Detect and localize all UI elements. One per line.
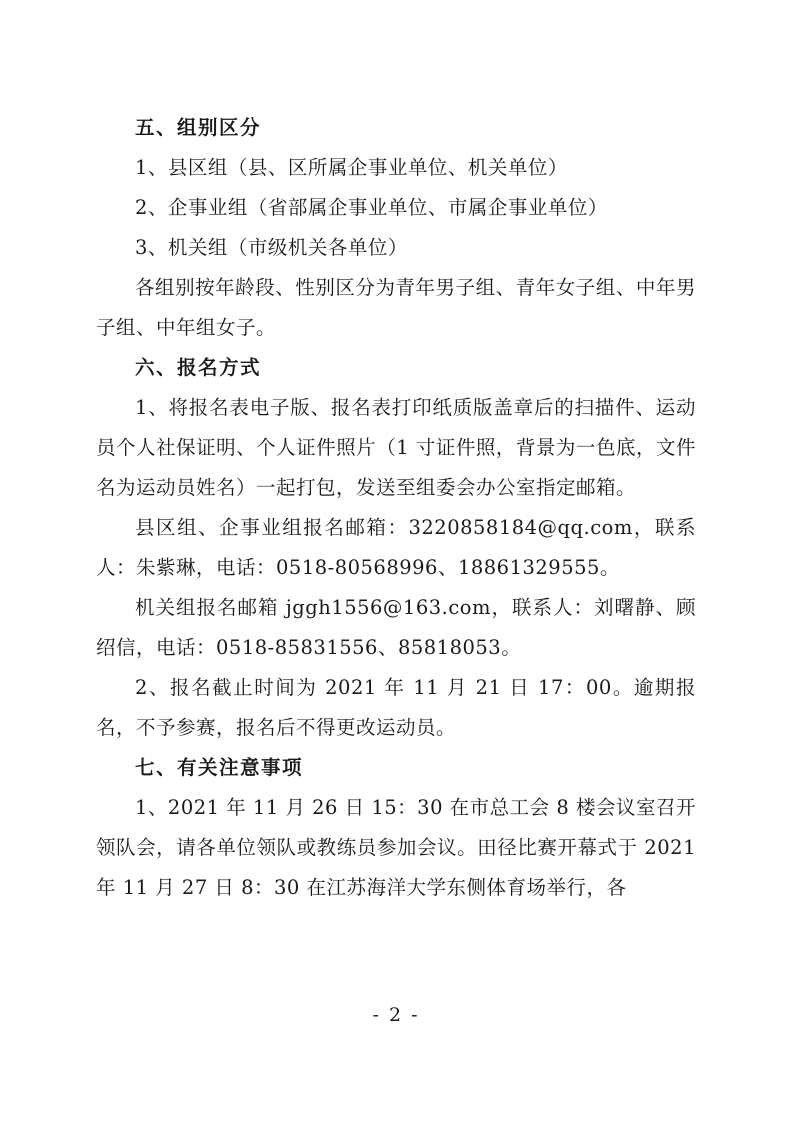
paragraph-registration-deadline: 2、报名截止时间为 2021 年 11 月 21 日 17：00。逾期报名，不予参赛，报名后不得更改运动员。: [96, 676, 696, 739]
section-heading-5: 五、组别区分: [135, 116, 262, 139]
paragraph-meeting-and-opening: 1、2021 年 11 月 26 日 15：30 在市总工会 8 楼会议室召开领队会，请各单位领队或教练员参加会议。田径比赛开幕式于 2021 年 11 月 27 日 8：30 在江苏海洋大学东侧体育场举行，各: [96, 796, 696, 899]
paragraph-email-county-enterprise: 县区组、企事业组报名邮箱：3220858184@qq.com，联系人：朱紫琳，电话：0518-80568996、18861329555。: [96, 516, 696, 579]
paragraph-registration-materials: 1、将报名表电子版、报名表打印纸质版盖章后的扫描件、运动员个人社保证明、个人证件照片（1 寸证件照，背景为一色底，文件名为运动员姓名）一起打包，发送至组委会办公室指定邮箱。: [96, 396, 696, 499]
paragraph-group-agency: 3、机关组（市级机关各单位）: [135, 236, 408, 259]
paragraph-group-county: 1、县区组（县、区所属企事业单位、机关单位）: [135, 156, 568, 179]
section-heading-6: 六、报名方式: [135, 356, 262, 379]
document-body: [96, 108, 696, 908]
page-number: - 2 -: [372, 1004, 420, 1026]
section-heading-7: 七、有关注意事项: [135, 756, 304, 779]
paragraph-group-enterprise: 2、企事业组（省部属企事业单位、市属企事业单位）: [135, 196, 608, 219]
paragraph-group-age-gender: 各组别按年龄段、性别区分为青年男子组、青年女子组、中年男子组、中年组女子。: [96, 276, 696, 339]
paragraph-email-agency: 机关组报名邮箱 jggh1556@163.com，联系人：刘曙静、顾绍信，电话：0518-85831556、85818053。: [96, 596, 696, 659]
